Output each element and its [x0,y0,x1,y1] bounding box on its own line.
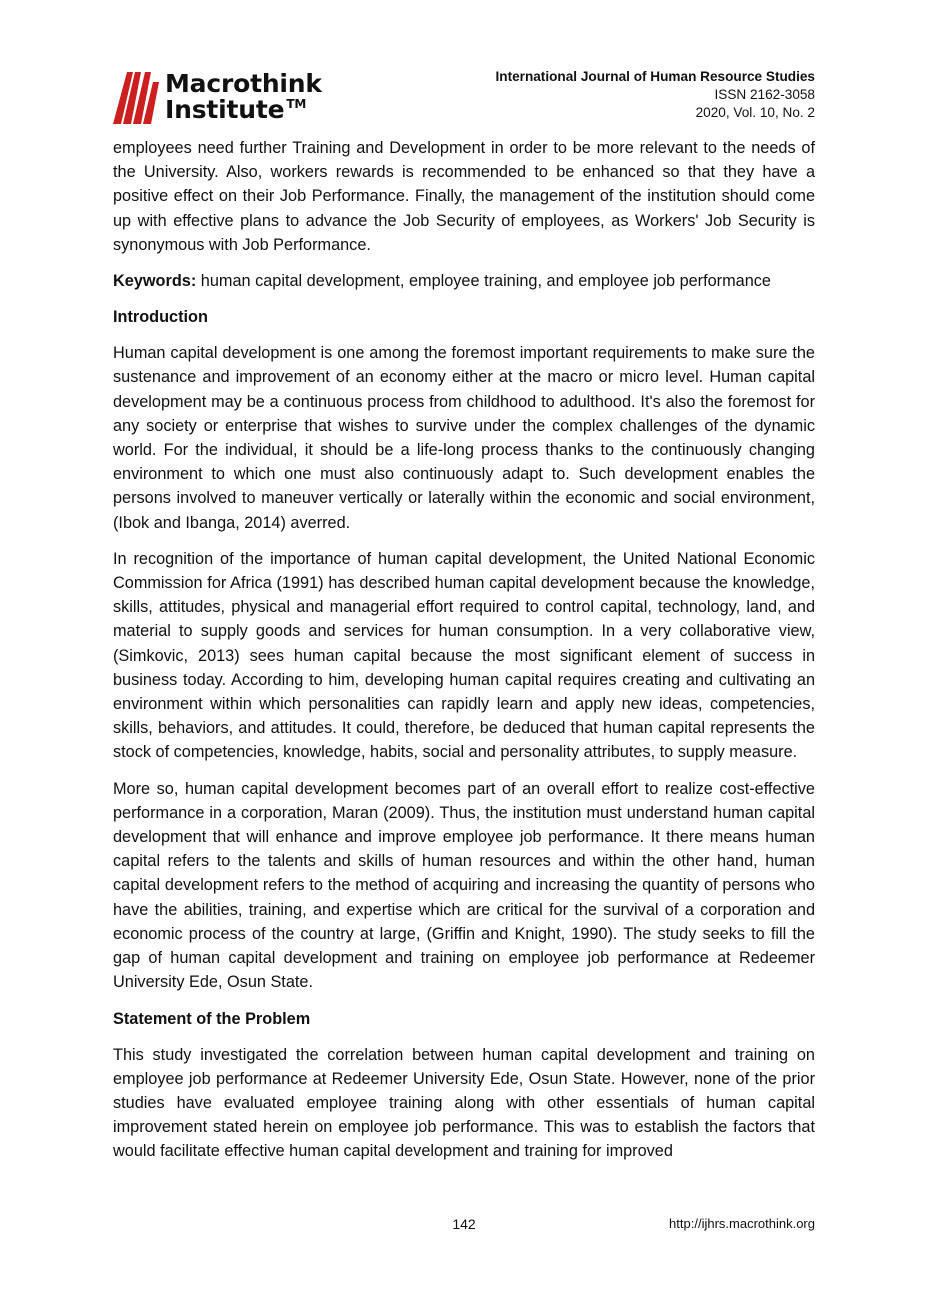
journal-title: International Journal of Human Resource Studies [495,69,815,84]
journal-url: http://ijhrs.macrothink.org [669,1216,815,1231]
journal-volume: 2020, Vol. 10, No. 2 [695,105,815,120]
keywords-line [113,269,815,293]
publisher-logo [113,66,322,126]
trademark-symbol: TM [286,97,307,112]
keywords-text: human capital development, employee training, and employee job performance [200,272,771,291]
abstract-continuation: employees need further Training and Development in order to be more relevant to the needs of the University. Also, workers rewards is recommended to be enhanced so that they have a positive effect on their Job Performance. Finally, the management of the institution should come up with effective plans to advance the Job Security of employees, as Workers' Job Security is synonymous with Job Performance. [113,139,815,254]
journal-info [495,68,815,122]
intro-paragraph-3: More so, human capital development becomes part of an overall effort to realize cost-effective performance in a corporation, Maran (2009). Thus, the institution must understand human capital development that will enhance and improve employee job performance. It there means human capital refers to the talents and skills of human resources and within the other hand, human capital development refers to the method of acquiring and increasing the quantity of persons who have the abilities, training, and expertise which are critical for the survival of a corporation and economic process of the country at large, (Griffin and Knight, 1990). The study seeks to fill the gap of human capital development and training on employee job performance at Redeemer University Ede, Osun State. [113,779,815,992]
introduction-heading: Introduction [113,308,208,327]
problem-paragraph-1: This study investigated the correlation between human capital development and training on employee job performance at Redeemer University Ede, Osun State. However, none of the prior studies have evaluated employee training along with other essentials of human capital improvement stated herein on employee job performance. This was to establish the factors that would facilitate effective human capital development and training for improved [113,1045,815,1161]
page-footer [113,1216,815,1236]
intro-paragraph-2: In recognition of the importance of human capital development, the United National Economic Commission for Africa (1991) has described human capital development because the knowledge, skills, attitudes, physical and managerial effort required to control capital, technology, land, and material to supply goods and services for human consumption. In a very collaborative view, (Simkovic, 2013) sees human capital because the most significant element of success in business today. According to him, developing human capital requires creating and cultivating an environment within which personalities can rapidly learn and apply new ideas, competencies, skills, behaviors, and attitudes. It could, therefore, be deduced that human capital represents the stock of competencies, knowledge, habits, social and personality attributes, to supply measure. [113,549,815,762]
page-number: 142 [452,1216,476,1232]
journal-issn: ISSN 2162-3058 [714,87,815,102]
keywords-label: Keywords: [113,272,197,291]
problem-statement-heading: Statement of the Problem [113,1009,311,1028]
intro-paragraph-1: Human capital development is one among the foremost important requirements to make sure the sustenance and improvement of an economy either at the macro or micro level. Human capital development may be a continuous process from childhood to adulthood. It's also the foremost for any society or enterprise that wishes to survive under the complex challenges of the dynamic world. For the individual, it should be a life-long process thanks to the continuously changing environment to which one must also continuously adapt to. Such development enables the persons involved to maneuver vertically or laterally within the economic and social environment, (Ibok and Ibanga, 2014) averred. [113,344,815,532]
logo-wordmark-line1: Macrothink [165,68,322,98]
article-body [113,136,815,1176]
page-header [113,64,815,128]
logo-wordmark-line2: Institute [165,94,285,124]
macrothink-logo-icon [113,68,159,124]
